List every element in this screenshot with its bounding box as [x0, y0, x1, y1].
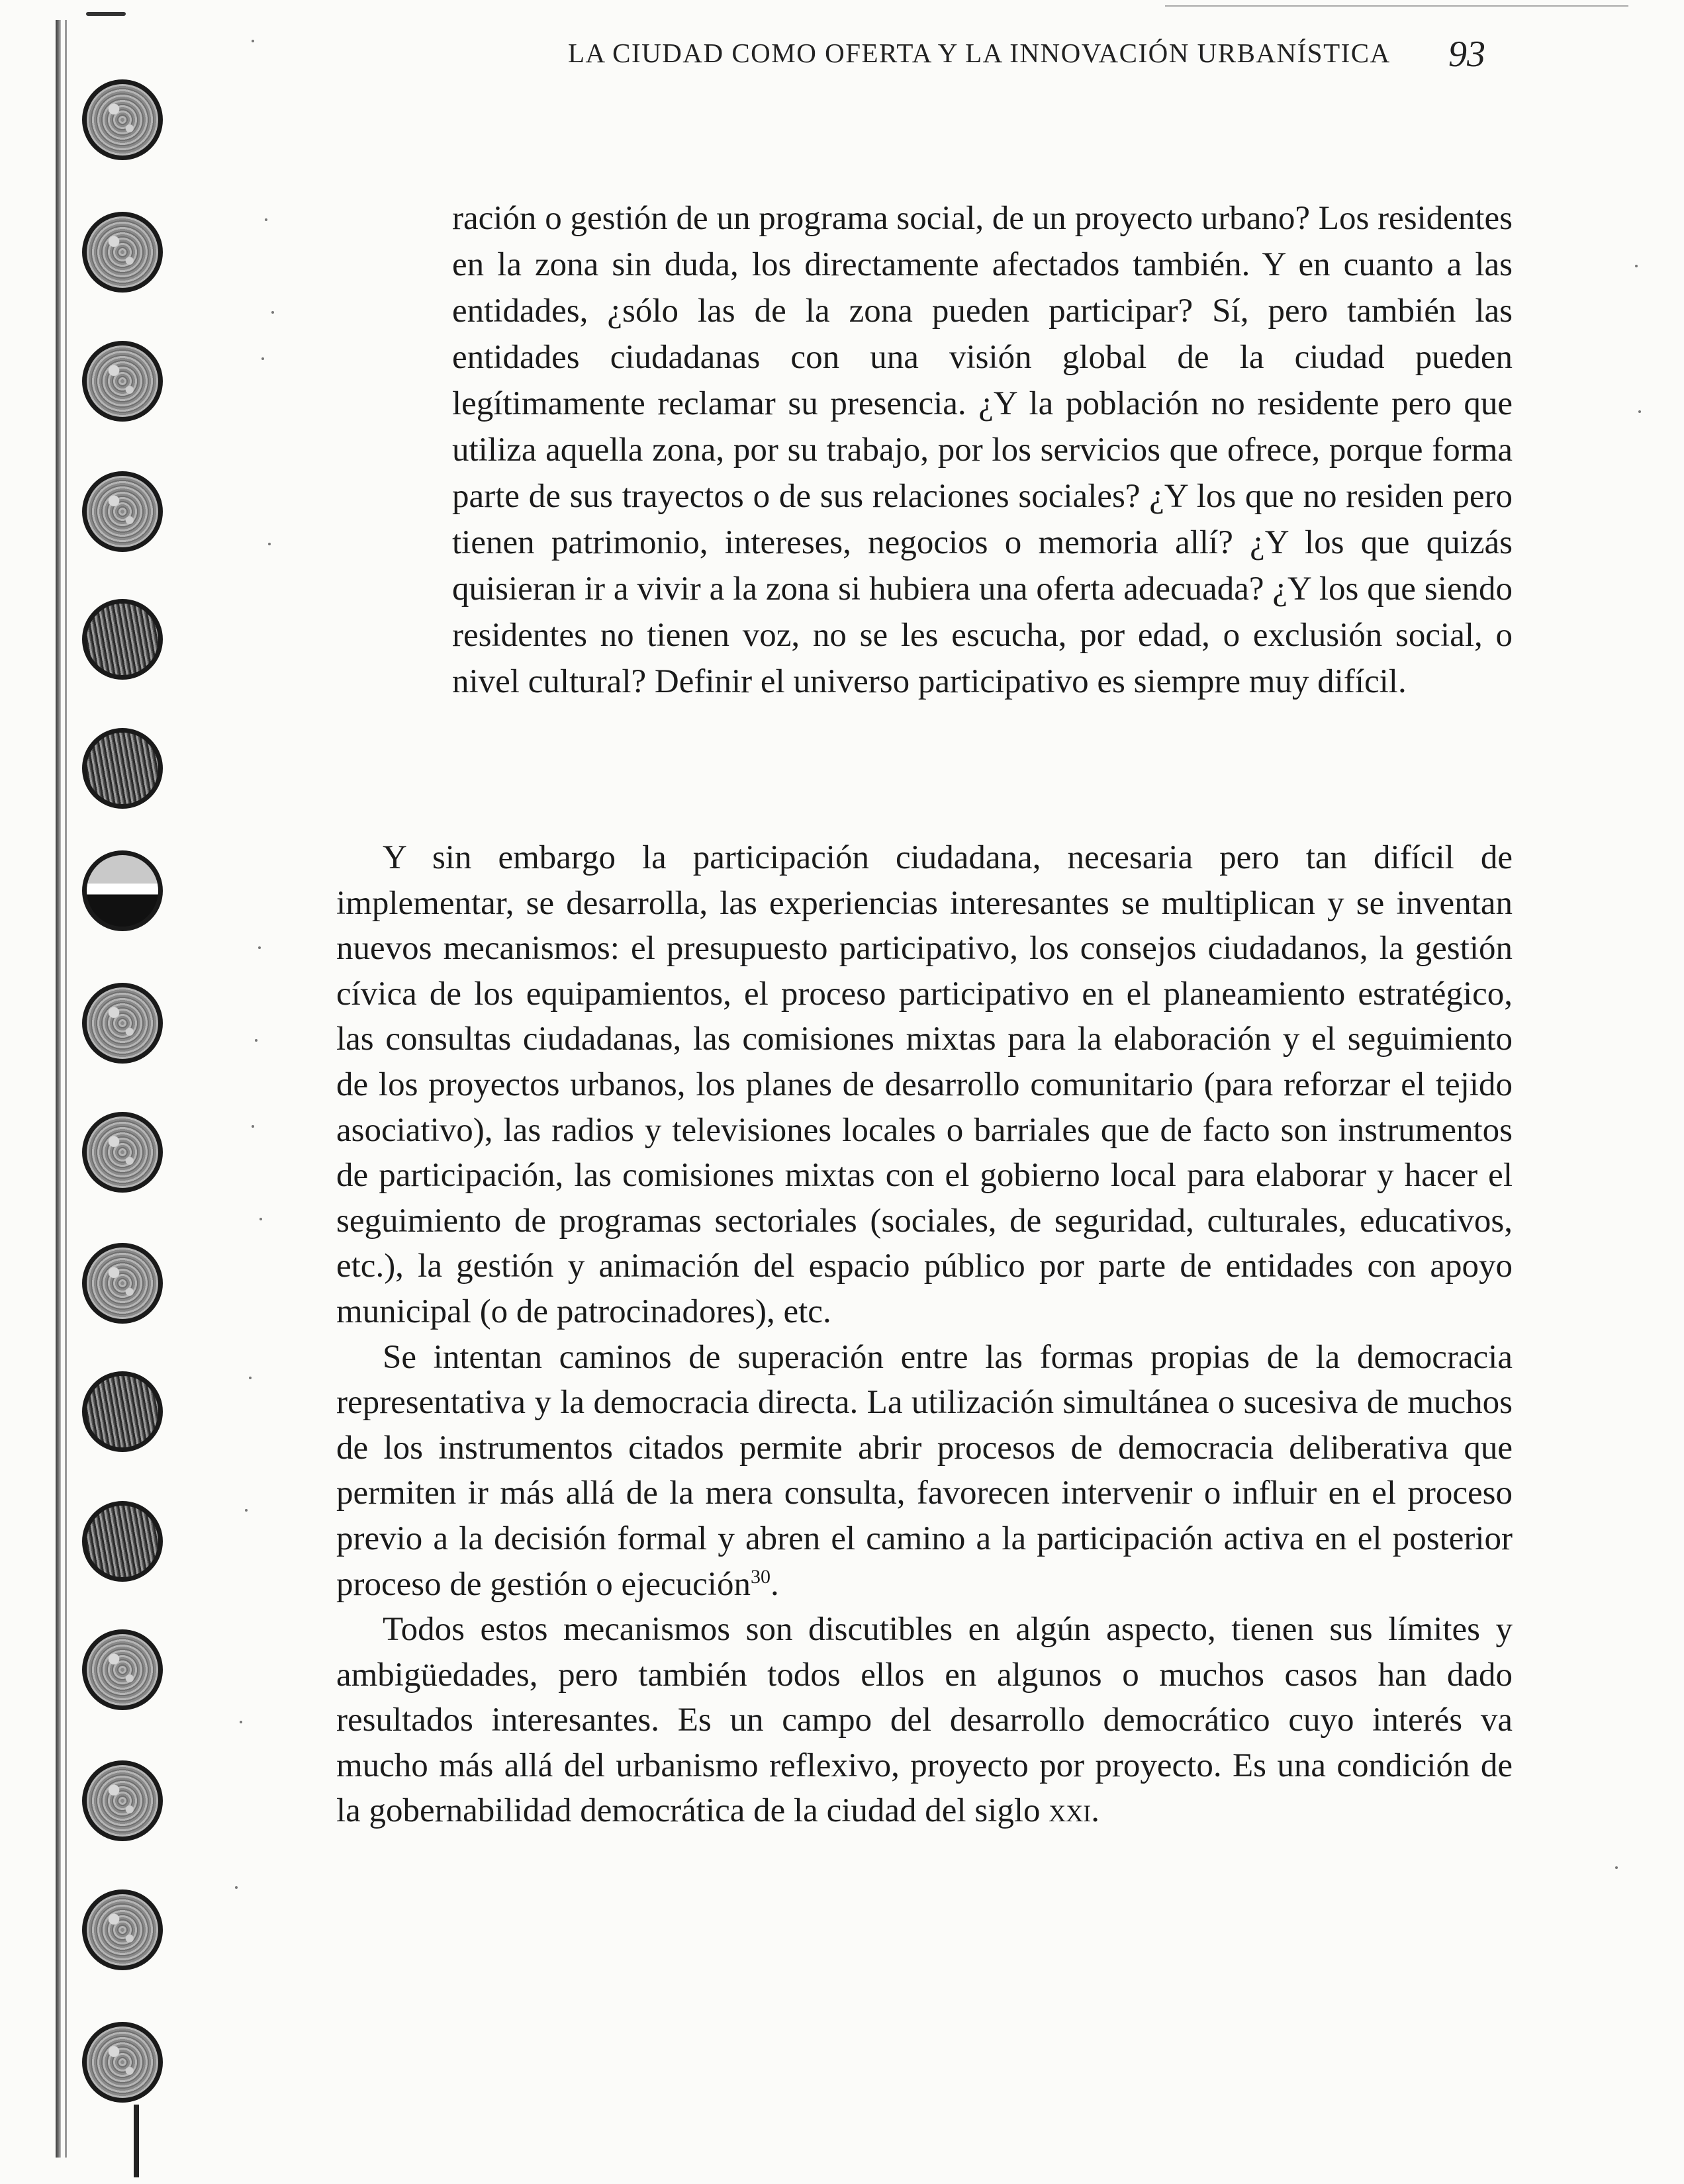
binding-hole — [82, 728, 163, 809]
scan-speck — [255, 1039, 257, 1042]
paragraph-end: . — [1091, 1792, 1099, 1830]
binding-hole — [82, 1760, 163, 1841]
scan-speck — [235, 1886, 238, 1889]
indented-quote-block: ración o gestión de un programa social, de un proyecto urbano? Los residentes en la zona sin duda, los directamente afectados también. Y en cuanto a las entidades, ¿sólo las de la zona pueden participar? Sí, pero también las entidades ciudadanas con una visión global de la ciudad pueden legítimamente reclamar su presencia. ¿Y la población no residente pero que utiliza aquella zona, por su trabajo, por los servicios que ofrece, porque forma parte de sus trayectos o de sus relaciones sociales? ¿Y los que no residen pero tienen patrimonio, intereses, negocios o memoria allí? ¿Y los que quizás quisieran ir a vivir a la zona si hubiera una oferta adecuada? ¿Y los que siendo residentes no tienen voz, no se les escucha, por edad, o exclusión social, o nivel cultural? Definir el universo participativo es siempre muy difícil. — [452, 200, 1513, 700]
binding-hole — [82, 341, 163, 422]
page-number: 93 — [1448, 34, 1485, 75]
paragraph — [336, 1335, 1513, 1608]
paragraph-text: Todos estos mecanismos son discutibles en algún aspecto, tienen sus límites y ambigüedades, pero también todos ellos en algunos o muchos casos han dado resultados interesantes. Es un campo del desarrollo democrático cuyo interés va mucho más allá del urbanismo reflexivo, proyecto por proyecto. Es una condición de la gobernabilidad democrática de la ciudad del siglo — [336, 1611, 1513, 1830]
binding-hole — [82, 79, 163, 160]
scan-speck — [252, 40, 254, 42]
paragraph — [336, 835, 1513, 1335]
binding-hole — [82, 471, 163, 552]
scan-speck — [268, 543, 271, 545]
scan-speck — [245, 1509, 248, 1512]
scan-speck — [1635, 265, 1638, 267]
footnote-reference[interactable]: 30 — [750, 1565, 771, 1588]
scan-speck — [249, 1377, 252, 1379]
binding-edge-line — [65, 20, 67, 2158]
century-numeral: xxi — [1049, 1792, 1092, 1830]
binding-hole — [82, 1629, 163, 1710]
scan-speck — [258, 946, 261, 949]
scan-speck — [240, 1721, 242, 1723]
binding-hole — [82, 2022, 163, 2103]
scan-speck — [1615, 1866, 1618, 1869]
binding-hole — [82, 983, 163, 1064]
binding-bottom-mark — [134, 2105, 139, 2177]
scan-speck — [265, 218, 267, 221]
scan-speck — [1638, 410, 1641, 413]
binding-top-mark — [86, 12, 126, 16]
paragraph-end: . — [770, 1565, 779, 1603]
binding-hole — [82, 1501, 163, 1582]
binding-hole — [82, 599, 163, 680]
paragraph-text: Se intentan caminos de superación entre las formas propias de la democracia representativa y la democracia directa. La utilización simultánea o sucesiva de muchos de los instrumentos citados permite abrir procesos de democracia deliberativa que permiten ir más allá de la mera consulta, favorecen intervenir o influir en el proceso previo a la decisión formal y abren el camino a la participación activa en el posterior proceso de gestión o ejecución — [336, 1338, 1513, 1603]
top-edge-rule — [1165, 5, 1628, 7]
binding-hole — [82, 1889, 163, 1970]
scan-speck — [252, 1125, 254, 1128]
binding-hole — [82, 850, 163, 931]
scan-speck — [271, 311, 274, 314]
binding-hole — [82, 1112, 163, 1193]
main-body-text — [336, 835, 1513, 1834]
scan-speck — [259, 1218, 262, 1220]
binding-hole — [82, 1371, 163, 1452]
scan-speck — [261, 357, 264, 360]
binding-hole — [82, 212, 163, 293]
binding-edge — [56, 20, 61, 2158]
paragraph — [336, 1607, 1513, 1834]
binding-hole — [82, 1243, 163, 1324]
running-header-title: LA CIUDAD COMO OFERTA Y LA INNOVACIÓN URBANÍSTICA — [568, 38, 1391, 68]
paragraph-text: Y sin embargo la participación ciudadana, necesaria pero tan difícil de implementar, se desarrolla, las experiencias interesantes se multiplican y se inventan nuevos mecanismos: el presupuesto participativo, los consejos ciudadanos, la gestión cívica de los equipamientos, el proceso participativo en el planeamiento estratégico, las consultas ciudadanas, las comisiones mixtas para la elaboración y el seguimiento de los proyectos urbanos, los planes de desarrollo comunitario (para reforzar el tejido asociativo), las radios y televisiones locales o barriales que de facto son instrumentos de participación, las comisiones mixtas con el gobierno local para elaborar y hacer el seguimiento de programas sectoriales (sociales, de seguridad, culturales, educativos, etc.), la gestión y animación del espacio público por parte de entidades con apoyo municipal (o de patrocinadores), etc. — [336, 839, 1513, 1330]
